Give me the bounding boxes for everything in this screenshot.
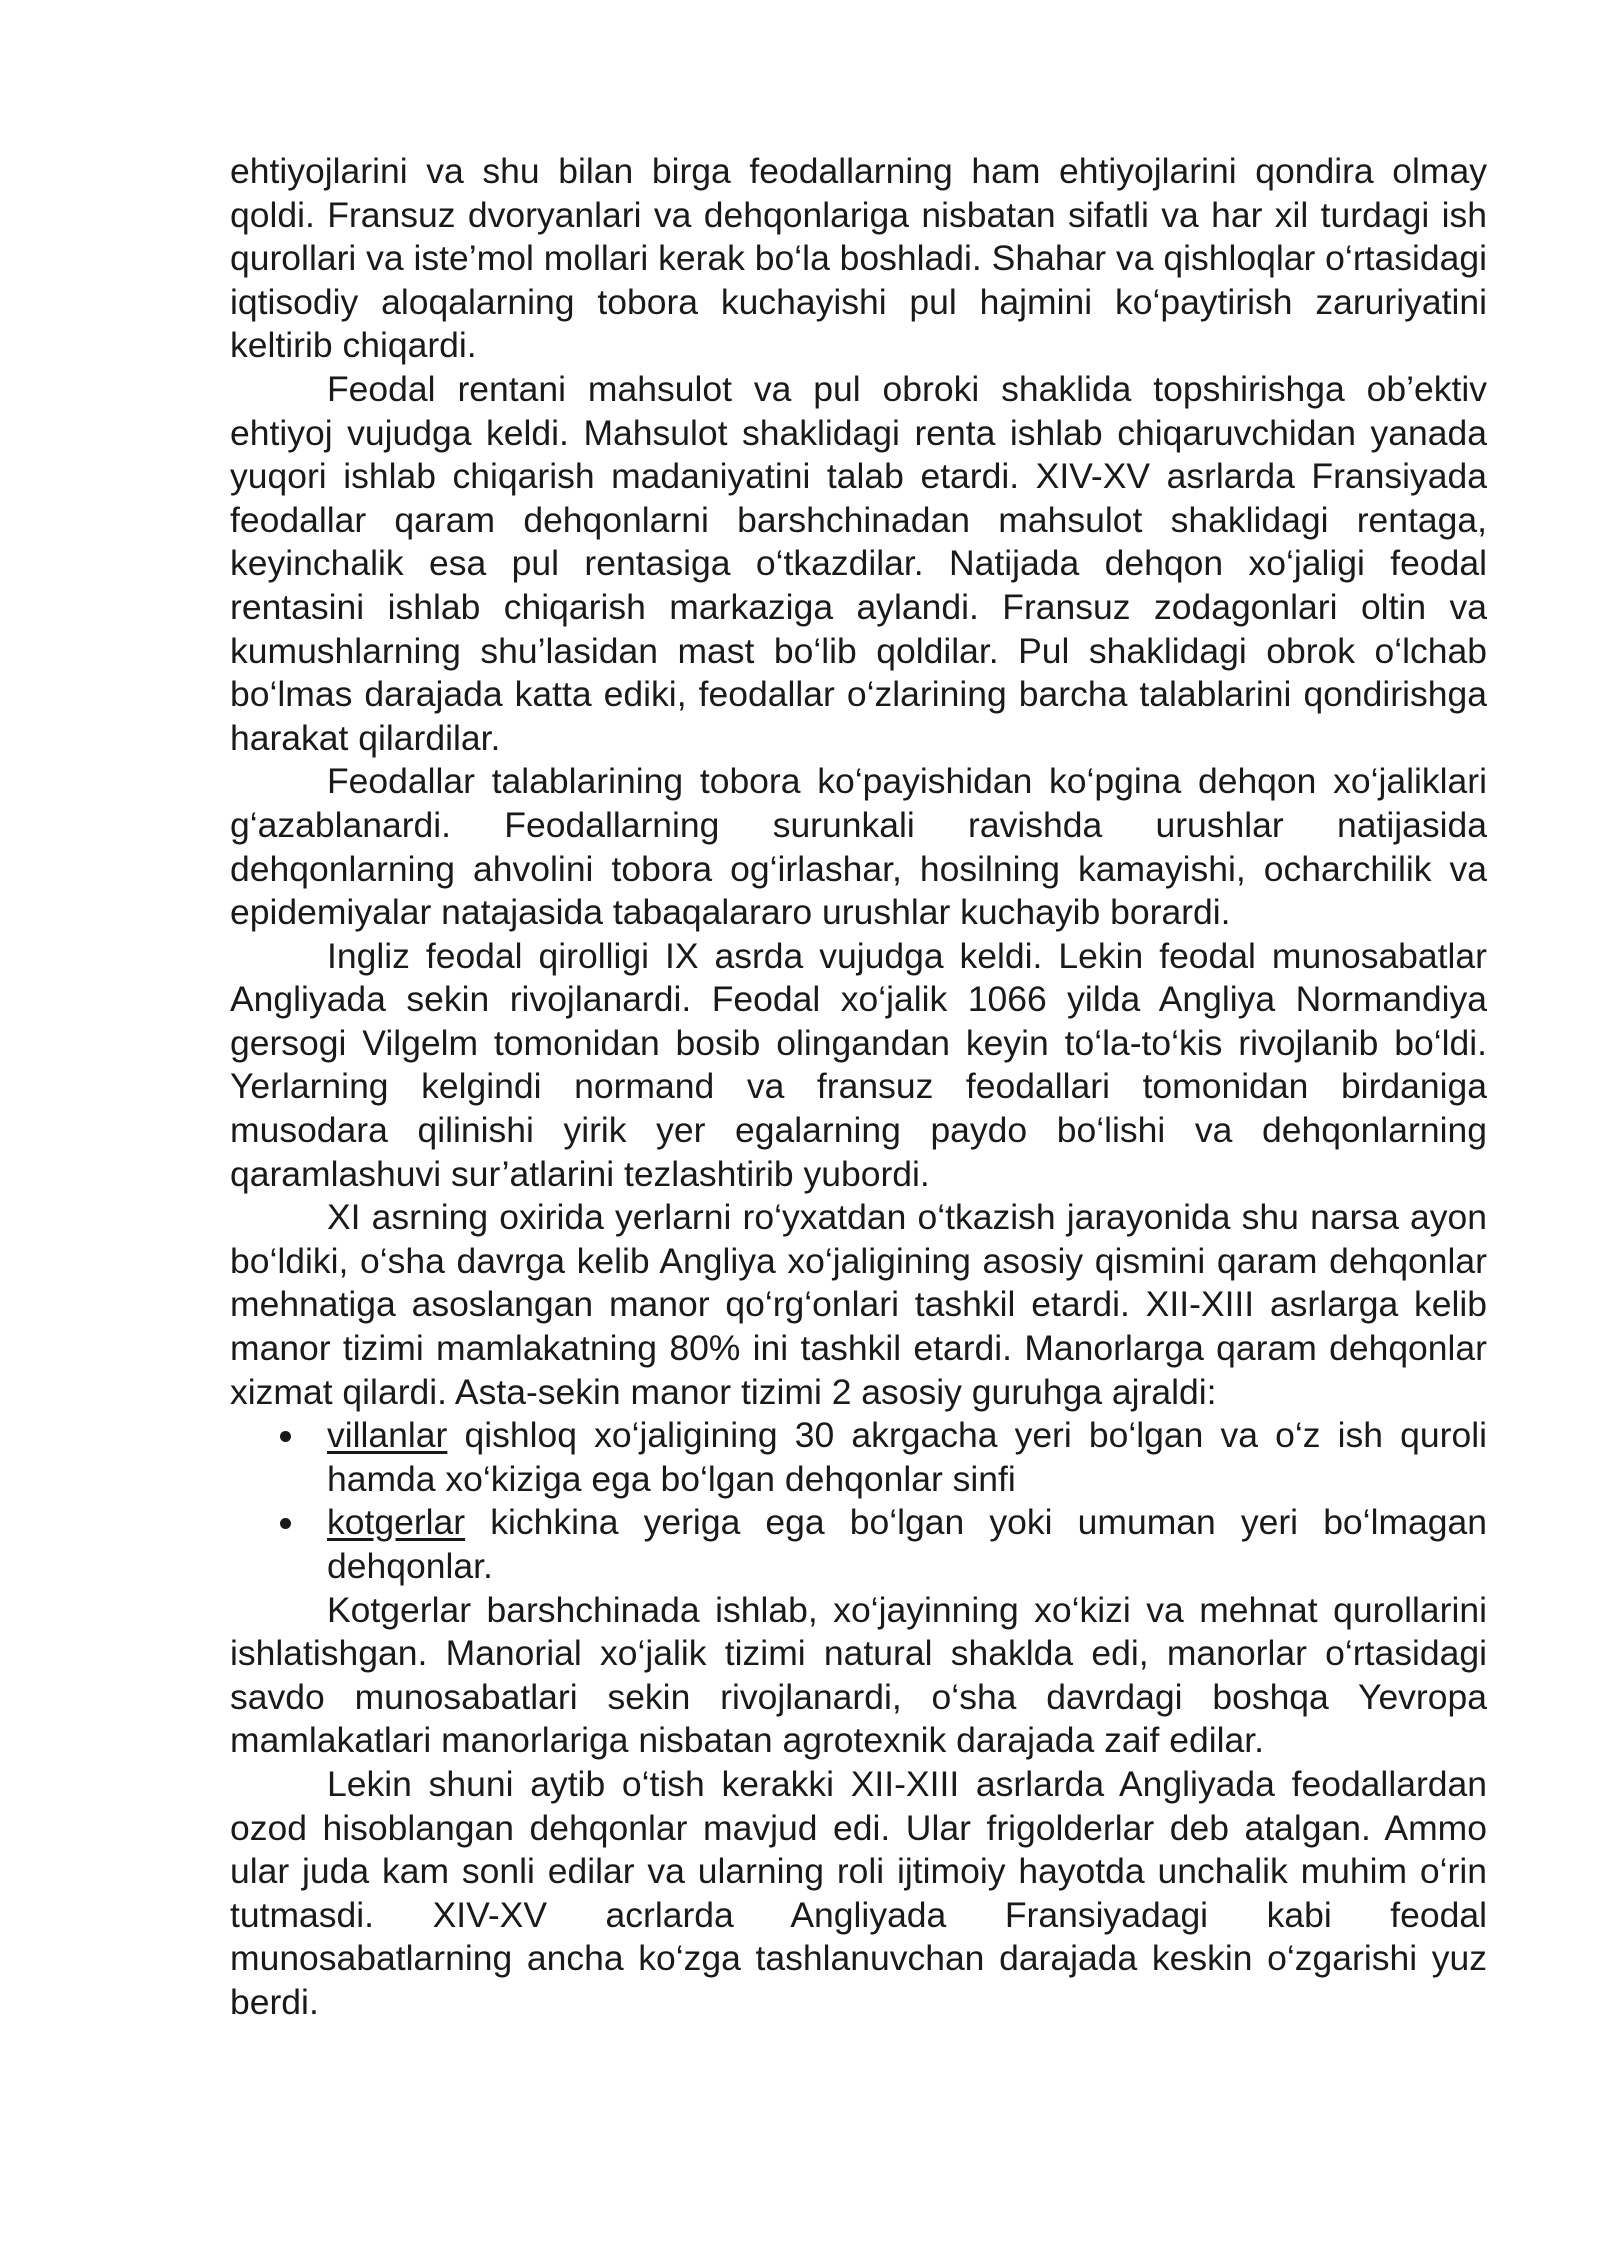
paragraph-4: Ingliz feodal qirolligi IX asrda vujudga keldi. Lekin feodal munosabatlar Angliyada sekin rivojlanardi. Feodal xo‘jalik 1066 yilda Angliya Normandiya gersogi Vilgelm tomonidan bosib olingandan keyin to‘la-to‘kis rivojlanib bo‘ldi. Yerlarning kelgindi normand va fransuz feodallari tomonidan birdaniga musodara qilinishi yirik yer egalarning paydo bo‘lishi va dehqonlarning qaramlashuvi sur’atlarini tezlashtirib yubordi. bbox=[230, 935, 1487, 1194]
list-item-term: kotgerlar bbox=[327, 1502, 466, 1543]
bullet-list bbox=[230, 1414, 1487, 1588]
list-item-term: villanlar bbox=[327, 1415, 448, 1456]
paragraph-7: Lekin shuni aytib o‘tish kerakki XII-XIII asrlarda Angliyada feodallardan ozod hisoblangan dehqonlar mavjud edi. Ular frigolderlar deb atalgan. Ammo ular juda kam sonli edilar va ularning roli ijtimoiy hayotda unchalik muhim o‘rin tutmasdi. XIV-XV acrlarda Angliyada Fransiyadagi kabi feodal munosabatlarning ancha ko‘zga tashlanuvchan darajada keskin o‘zgarishi yuz berdi. bbox=[230, 1763, 1487, 2022]
document-page bbox=[230, 150, 1487, 2025]
paragraph-2: Feodal rentani mahsulot va pul obroki shaklida topshirishga ob’ektiv ehtiyoj vujudga keldi. Mahsulot shaklidagi renta ishlab chiqaruvchidan yanada yuqori ishlab chiqarish madaniyatini talab etardi. XIV-XV asrlarda Fransiyada feodallar qaram dehqonlarni barshchinadan mahsulot shaklidagi rentaga, keyinchalik esa pul rentasiga o‘tkazdilar. Natijada dehqon xo‘jaligi feodal rentasini ishlab chiqarish markaziga aylandi. Fransuz zodagonlari oltin va kumushlarning shu’lasidan mast bo‘lib qoldilar. Pul shaklidagi obrok o‘lchab bo‘lmas darajada katta ediki, feodallar o‘zlarining barcha talablarini qondirishga harakat qilardilar. bbox=[230, 368, 1487, 758]
paragraph-6: Kotgerlar barshchinada ishlab, xo‘jayinning xo‘kizi va mehnat qurollarini ishlatishgan. Manorial xo‘jalik tizimi natural shaklda edi, manorlar o‘rtasidagi savdo munosabatlari sekin rivojlanardi, o‘sha davrdagi boshqa Yevropa mamlakatlari manorlariga nisbatan agrotexnik darajada zaif edilar. bbox=[230, 1589, 1487, 1761]
paragraph-1: ehtiyojlarini va shu bilan birga feodallarning ham ehtiyojlarini qondira olmay qoldi. Fransuz dvoryanlari va dehqonlariga nisbatan sifatli va har xil turdagi ish qurollari va iste’mol mollari kerak bo‘la boshladi. Shahar va qishloqlar o‘rtasidagi iqtisodiy aloqalarning tobora kuchayishi pul hajmini ko‘paytirish zaruriyatini keltirib chiqardi. bbox=[230, 151, 1487, 366]
bullet-icon bbox=[280, 1431, 291, 1442]
list-item-text: kichkina yeriga ega bo‘lgan yoki umuman yeri bo‘lmagan dehqonlar. bbox=[327, 1502, 1487, 1586]
paragraph-5: XI asrning oxirida yerlarni ro‘yxatdan o‘tkazish jarayonida shu narsa ayon bo‘ldiki, o‘sha davrga kelib Angliya xo‘jaligining asosiy qismini qaram dehqonlar mehnatiga asoslangan manor qo‘rg‘onlari tashkil etardi. XII-XIII asrlarga kelib manor tizimi mamlakatning 80% ini tashkil etardi. Manorlarga qaram dehqonlar xizmat qilardi. Asta-sekin manor tizimi 2 asosiy guruhga ajraldi: bbox=[230, 1197, 1487, 1412]
list-item-text: qishloq xo‘jaligining 30 akrgacha yeri bo‘lgan va o‘z ish quroli hamda xo‘kiziga ega bo‘lgan dehqonlar sinfi bbox=[327, 1415, 1487, 1499]
paragraph-3: Feodallar talablarining tobora ko‘payishidan ko‘pgina dehqon xo‘jaliklari g‘azablanardi. Feodallarning surunkali ravishda urushlar natijasida dehqonlarning ahvolini tobora og‘irlashar, hosilning kamayishi, ocharchilik va epidemiyalar natajasida tabaqalararo urushlar kuchayib borardi. bbox=[230, 761, 1487, 933]
list-item bbox=[230, 1414, 1487, 1501]
list-item bbox=[230, 1501, 1487, 1588]
bullet-icon bbox=[280, 1518, 291, 1529]
